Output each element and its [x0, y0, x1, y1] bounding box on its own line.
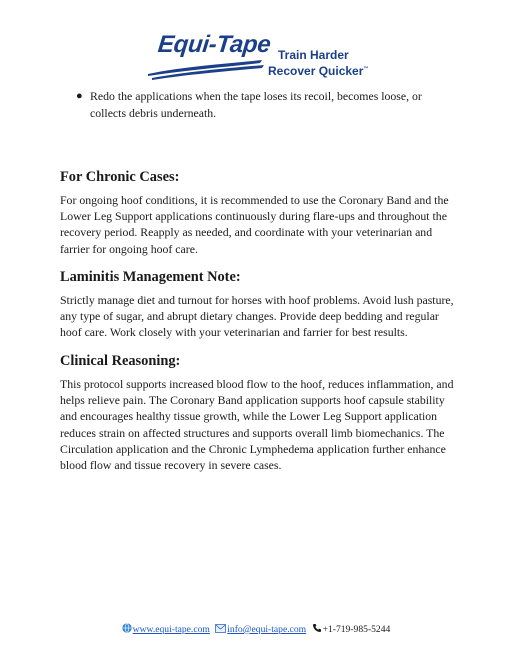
tagline-recover-quicker: Recover Quicker™: [268, 64, 369, 78]
equi-tape-logo: [146, 30, 376, 86]
page-footer: [0, 623, 512, 637]
email-icon: [215, 624, 226, 637]
section-paragraph: Strictly manage diet and turnout for horses with hoof problems. Avoid lush pasture, any type of sugar, and abrupt dietary changes. Provide deep bedding and regular hoof care. Work closely with your veterinarian and farrier for best results.: [60, 293, 454, 340]
email-link[interactable]: info@equi-tape.com: [227, 624, 307, 636]
bullet-text: Redo the applications when the tape loses its recoil, becomes loose, or collects debris underneath.: [90, 89, 422, 120]
list-item: [76, 88, 436, 122]
tagline-train-harder: Train Harder: [278, 48, 349, 62]
section-paragraph: This protocol supports increased blood flow to the hoof, reduces inflammation, and helps relieve pain. The Coronary Band application supports hoof capsule stability and encourages healthy tissue growth, while the Lower Leg Support application reduces strain on affected structures and supports overall limb biomechanics. The Circulation application and the Chronic Lymphedema application further enhance blood flow and tissue recovery in severe cases.: [60, 377, 454, 473]
globe-icon: [122, 623, 132, 637]
section-heading: Clinical Reasoning:: [60, 353, 181, 369]
phone-icon: [312, 623, 322, 637]
section-heading: For Chronic Cases:: [60, 169, 180, 185]
logo-wordmark: Equi-Tape: [156, 31, 272, 58]
trademark-symbol: ™: [363, 66, 369, 72]
section-clinical-reasoning: [60, 352, 460, 473]
section-chronic-cases: [60, 168, 460, 257]
website-link[interactable]: www.equi-tape.com: [132, 624, 210, 636]
section-heading: Laminitis Management Note:: [60, 269, 241, 285]
phone-number: +1-719-985-5244: [322, 624, 391, 636]
bullet-dot-icon: ●: [76, 90, 83, 102]
section-laminitis-note: [60, 268, 460, 341]
section-paragraph: For ongoing hoof conditions, it is recommended to use the Coronary Band and the Lower Leg Support applications continuously during flare-ups and throughout the recovery period. Reapply as needed, and coordinate with your veterinarian and farrier for ongoing hoof care.: [60, 193, 449, 256]
